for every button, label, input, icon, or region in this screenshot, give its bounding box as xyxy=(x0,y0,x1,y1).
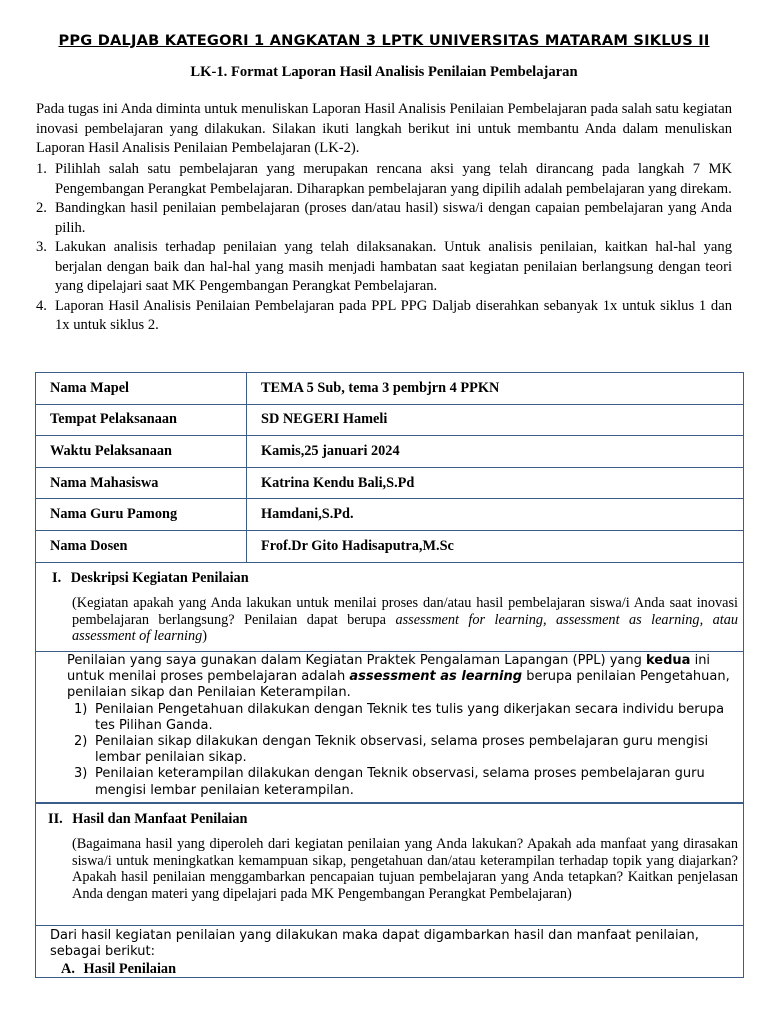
step-number: 3. xyxy=(36,239,47,255)
step-number: 1. xyxy=(36,161,47,177)
subheading-title: Hasil Penilaian xyxy=(83,961,177,977)
assessment-item-text: Penilaian Pengetahuan dilakukan dengan Teknik tes tulis yang dikerjakan secara individu berupa tes Pilihan Ganda. xyxy=(95,701,725,733)
worksheet-title: LK-1. Format Laporan Hasil Analisis Penilaian Pembelajaran xyxy=(190,64,578,80)
assessment-item: 3) Penilaian keterampilan dilakukan dengan Teknik observasi, selama proses pembelajaran guru mengisi lembar penilaian keterampilan. xyxy=(74,766,705,798)
table-row xyxy=(36,373,744,405)
section1-answer-box xyxy=(35,651,744,803)
row-value: Hamdani,S.Pd. xyxy=(247,499,744,531)
answer-paragraph: Penilaian yang saya gunakan dalam Kegiatan Praktek Pengalaman Lapangan (PPL) yang kedua ini untuk menilai proses pembelajaran adalah assessment as learning berupa penilaian Pengetahuan, penilaian sikap dan Penilaian Keterampilan. xyxy=(67,653,730,701)
table-row xyxy=(36,436,744,468)
step-text: Bandingkan hasil penilaian pembelajaran (proses dan/atau hasil) siswa/i dengan capaian pembelajaran yang Anda pilih. xyxy=(55,200,732,236)
table-row xyxy=(36,530,744,562)
section1-heading xyxy=(52,570,249,587)
document-header-title: PPG DALJAB KATEGORI 1 ANGKATAN 3 LPTK UNIVERSITAS MATARAM SIKLUS II xyxy=(58,32,710,49)
intro-paragraph: Pada tugas ini Anda diminta untuk menuliskan Laporan Hasil Analisis Penilaian Pembelajaran pada salah satu kegiatan inovasi pembelajaran yang dilakukan. Silakan ikuti langkah berikut ini untuk membantu Anda dalam menuliskan Laporan Hasil Analisis Penilaian Pembelajaran (LK-2). xyxy=(36,101,732,156)
assessment-item: 2) Penilaian sikap dilakukan dengan Teknik observasi, selama proses pembelajaran guru mengisi lembar penilaian sikap. xyxy=(74,734,709,766)
step-item xyxy=(36,199,732,238)
instruction-steps xyxy=(36,160,732,336)
step-text: Pilihlah salah satu pembelajaran yang merupakan rencana aksi yang telah dirancang pada langkah 7 MK Pengembangan Perangkat Pembelajaran. Diharapkan pembelajaran yang dipilih adalah pembelajaran yang direkam. xyxy=(55,161,732,197)
table-row xyxy=(36,467,744,499)
step-item xyxy=(36,297,732,336)
step-item xyxy=(36,238,732,297)
table-row xyxy=(36,499,744,531)
identity-table xyxy=(35,372,744,563)
table-row xyxy=(36,404,744,436)
section2-answer: Dari hasil kegiatan penilaian yang dilakukan maka dapat digambarkan hasil dan manfaat penilaian, sebagai berikut: xyxy=(50,928,699,960)
assessment-item: 1) Penilaian Pengetahuan dilakukan dengan Teknik tes tulis yang dikerjakan secara individu berupa tes Pilihan Ganda. xyxy=(74,701,725,733)
row-label: Nama Mapel xyxy=(36,373,247,405)
section2-number: II. xyxy=(48,811,63,827)
row-label: Nama Mahasiswa xyxy=(36,467,247,499)
section2-title: Hasil dan Manfaat Penilaian xyxy=(72,811,248,827)
section1-answer xyxy=(67,653,735,799)
assessment-item-text: Penilaian sikap dilakukan dengan Teknik observasi, selama proses pembelajaran guru mengisi lembar penilaian sikap. xyxy=(95,734,709,766)
step-text: Laporan Hasil Analisis Penilaian Pembelajaran pada PPL PPG Daljab diserahkan sebanyak 1x untuk siklus 1 dan 1x untuk siklus 2. xyxy=(55,297,732,333)
step-number: 4. xyxy=(36,297,47,314)
row-value: Katrina Kendu Bali,S.Pd xyxy=(247,467,744,499)
step-item xyxy=(36,160,732,199)
row-value: Kamis,25 januari 2024 xyxy=(247,436,744,468)
row-label: Waktu Pelaksanaan xyxy=(36,436,247,468)
assessment-item-text: Penilaian keterampilan dilakukan dengan Teknik observasi, selama proses pembelajaran guru mengisi lembar penilaian keterampilan. xyxy=(95,766,705,798)
section1-question-box xyxy=(35,562,744,652)
row-value: Frof.Dr Gito Hadisaputra,M.Sc xyxy=(247,530,744,562)
section2-heading xyxy=(48,811,247,828)
section2-answer-box xyxy=(35,925,744,978)
row-label: Nama Guru Pamong xyxy=(36,499,247,531)
step-text: Lakukan analisis terhadap penilaian yang telah dilaksanakan. Untuk analisis penilaian, kaitkan hal-hal yang berjalan dengan baik dan hal-hal yang masih menjadi hambatan saat kegiatan penilaian berlangsung dengan teori yang dipelajari saat MK Pengembangan Perangkat Pembelajaran. xyxy=(55,239,732,294)
row-label: Nama Dosen xyxy=(36,530,247,562)
section1-number: I. xyxy=(52,570,62,586)
section1-title: Deskripsi Kegiatan Penilaian xyxy=(70,570,249,586)
row-value: TEMA 5 Sub, tema 3 pembjrn 4 PPKN xyxy=(247,373,744,405)
step-number: 2. xyxy=(36,200,47,216)
row-value: SD NEGERI Hameli xyxy=(247,404,744,436)
row-label: Tempat Pelaksanaan xyxy=(36,404,247,436)
section2-question-box xyxy=(35,803,744,926)
section1-question: (Kegiatan apakah yang Anda lakukan untuk menilai proses dan/atau hasil pembelajaran siswa/i Anda saat inovasi pembelajaran berlangsung? Penilaian dapat berupa assessment for learning, assessment as learning, atau assessment of learning) xyxy=(72,595,738,644)
subheading-letter: A. xyxy=(61,961,75,977)
result-subheading xyxy=(61,961,176,978)
section2-question: (Bagaimana hasil yang diperoleh dari kegiatan penilaian yang Anda lakukan? Apakah ada manfaat yang dirasakan siswa/i untuk meningkatkan kemampuan sikap, pengetahuan dan/atau keterampilan terhadap topik yang diajarkan? Apakah hasil penilaian menggambarkan pencapaian tujuan pembelajaran yang Anda tetapkan? Kaitkan penjelasan Anda dengan materi yang dipelajari pada MK Pengembangan Perangkat Pembelajaran) xyxy=(72,836,738,902)
